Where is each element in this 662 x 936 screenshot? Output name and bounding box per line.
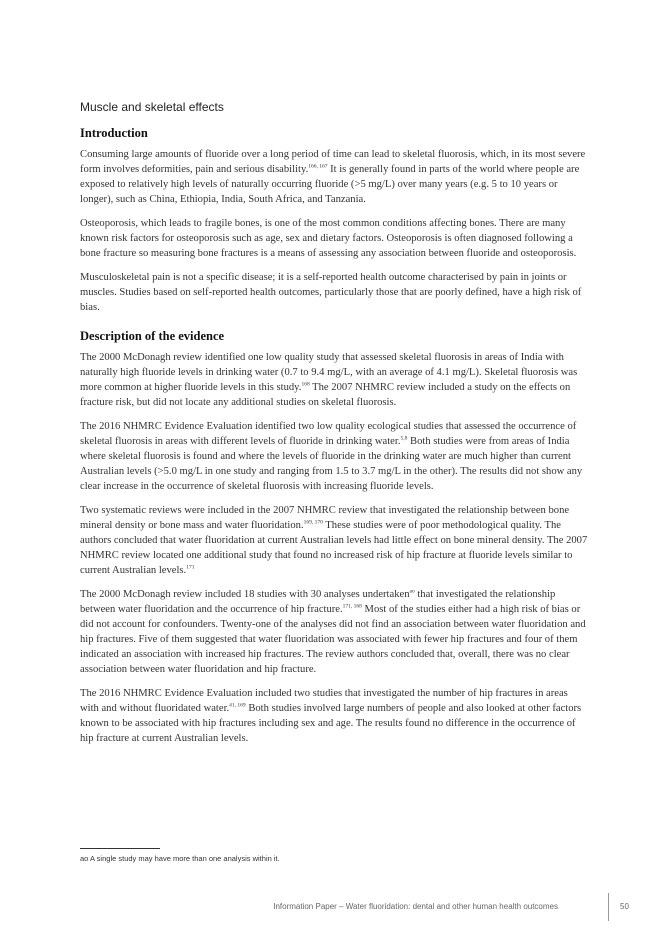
citation: 5,8 [400,435,408,442]
citation: 169, 170 [303,519,323,526]
evidence-p3-text: Two systematic reviews were included in the 2007 NHMRC review that investigated the relationship between bone mineral density or bone mass and water fluoridation. [80,505,570,531]
intro-paragraph-3: Musculoskeletal pain is not a specific disease; it is a self-reported health outcome characterised by pain in joints or muscles. Studies based on self-reported health outcomes, particularly those that are poorly defined, have a high risk of bias. [80,272,582,313]
footnote-divider [80,848,160,849]
evidence-paragraph-4 [80,587,588,677]
evidence-p4-mid: that investigated the relationship between water fluoridation and the occurrence of hip fracture. [80,589,556,615]
section-title: Muscle and skeletal effects [80,100,224,114]
evidence-p5-tail: Both studies involved large numbers of people and also looked at other factors known to be associated with hip fractures including sex and age. The results found no difference in the occurrence of hip fracture at current Australian levels. [80,703,582,744]
evidence-paragraph-2 [80,419,588,494]
citation: 171, 168 [342,603,362,610]
intro-p1-tail: It is generally found in parts of the world where people are exposed to relatively high levels of naturally occurring fluoride (>5 mg/L) over many years (e.g. 5 to 10 years or longer), such as China, Ethiopia, India, South Africa, and Tanzania. [80,164,580,205]
footnote-marker[interactable]: ao [409,588,415,595]
evidence-heading: Description of the evidence [80,329,225,343]
evidence-p4-tail: Most of the studies either had a high risk of bias or did not account for confounders. Twenty-one of the analyses did not find an association between water fluoridation and hip fractures. Five of them suggested that water fluoridation was associated with fewer hip fractures and four of them indicated an association with increased hip fractures. The review authors concluded that, overall, there was no clear association between water fluoridation and hip fracture. [80,604,586,675]
footnote: ao A single study may have more than one analysis within it. [80,854,280,863]
citation: 168 [301,381,310,388]
intro-p1-text: Consuming large amounts of fluoride over a long period of time can lead to skeletal fluorosis, which, in its most severe form involves deformities, pain and serious disability. [80,149,586,175]
evidence-paragraph-1 [80,350,588,410]
citation: 166, 167 [308,163,328,170]
intro-paragraph-1 [80,147,588,207]
evidence-p1-tail: The 2007 NHMRC review included a study on the effects on fracture risk, but did not locate any additional studies on skeletal fluorosis. [80,382,571,408]
citation: 171 [186,564,195,571]
page-number: 50 [620,902,629,911]
intro-paragraph-2: Osteoporosis, which leads to fragile bones, is one of the most common conditions affecting bones. There are many known risk factors for osteoporosis such as age, sex and dietary factors. Osteoporosis is often diagnosed following a bone fracture so measuring bone fractures is a means of assessing any association between fluoride and osteoporosis. [80,218,577,259]
citation: 41, 169 [229,702,246,709]
evidence-p1-text: The 2000 McDonagh review identified one low quality study that assessed skeletal fluorosis in areas of India with naturally high fluoride levels in drinking water (0.7 to 9.4 mg/L, with an average of 4.1 mg/L). Skeletal fluorosis was more common at higher fluoride levels in this study. [80,352,578,393]
evidence-p2-text: The 2016 NHMRC Evidence Evaluation identified two low quality ecological studies that assessed the occurrence of skeletal fluorosis in areas with different levels of fluoride in drinking water. [80,421,577,447]
evidence-p4-text: The 2000 McDonagh review included 18 studies with 30 analyses undertaken [80,589,410,600]
introduction-heading: Introduction [80,126,148,140]
body-content [80,126,588,755]
evidence-paragraph-3 [80,503,588,578]
evidence-paragraph-5 [80,686,588,746]
footer-divider [608,893,609,921]
footer-title: Information Paper – Water fluoridation: dental and other human health outcomes [273,902,558,911]
evidence-p2-tail: Both studies were from areas of India where skeletal fluorosis is found and where the levels of fluoride in the drinking water are much higher than current Australian levels (>5.0 mg/L in one study and ranging from 1.5 to 3.7 mg/L in the other). The results did not show any clear increase in the occurrence of skeletal fluorosis with increasing fluoride levels. [80,436,583,492]
evidence-p3-mid: These studies were of poor methodological quality. The authors concluded that water fluoridation at current Australian levels had little effect on bone mineral density. The 2007 NHMRC review located one additional study that found no increased risk of hip fracture at fluoride levels similar to current Australian levels. [80,520,588,576]
evidence-p5-text: The 2016 NHMRC Evidence Evaluation included two studies that investigated the number of hip fractures in areas with and without fluoridated water. [80,688,568,714]
